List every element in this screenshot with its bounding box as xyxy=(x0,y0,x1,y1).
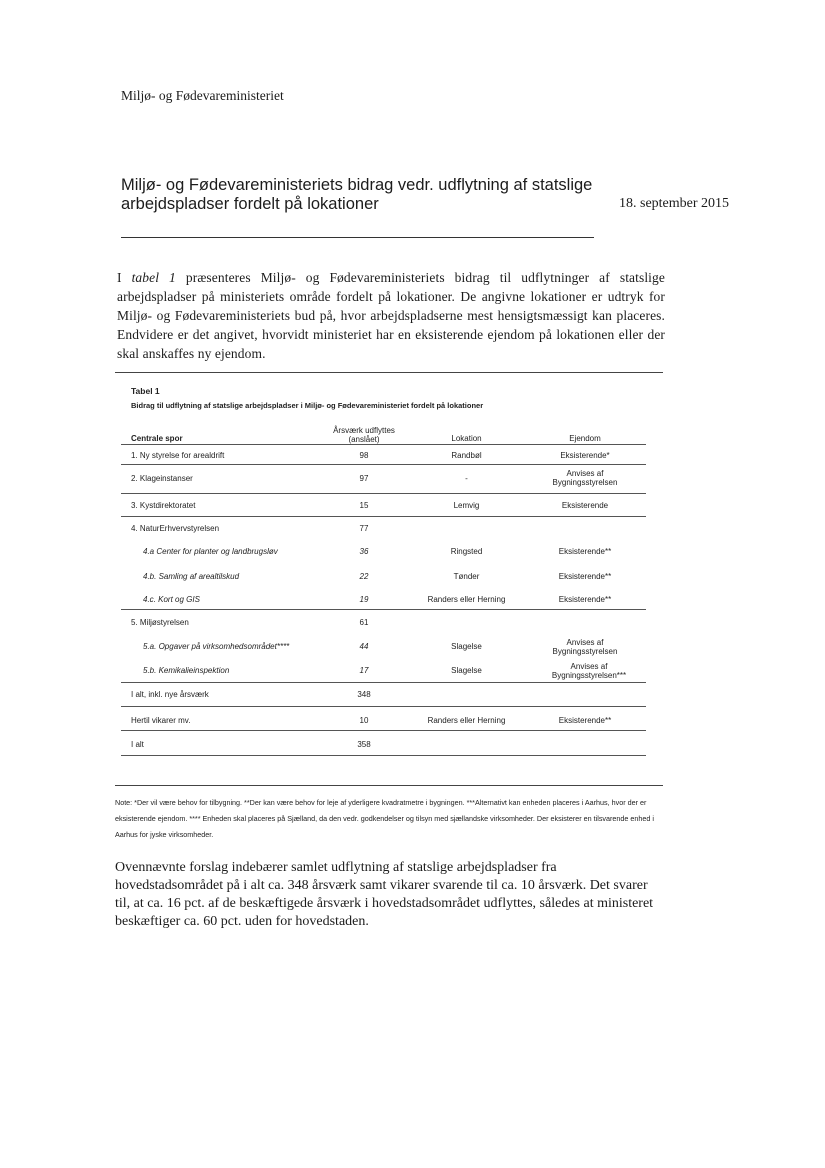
cell-ejendom: Anvises af Bygningsstyrelsen*** xyxy=(551,662,627,680)
cell-aarsvaerk: 348 xyxy=(357,690,371,699)
conclusion-paragraph: Ovennævnte forslag indebærer samlet udflytning af statslige arbejdspladser fra hovedstadsområdet på i alt ca. 348 årsværk samt vikarer svarende til ca. 10 årsværk. Det svarer til, at ca. 16 pct. af de beskæftigede årsværk i hovedstadsområdet udflyttes, således at ministeret beskæftiger ca. 60 pct. uden for hovedstaden. xyxy=(115,860,654,929)
row-rule xyxy=(121,706,646,707)
row-rule xyxy=(121,730,646,731)
ministry-name: Miljø- og Fødevareministeriet xyxy=(121,88,284,103)
cell-lokation: - xyxy=(465,474,468,483)
cell-lokation: Tønder xyxy=(453,572,480,581)
cell-lokation: Lemvig xyxy=(453,501,480,510)
cell-lokation: Randbøl xyxy=(451,451,482,460)
cell-aarsvaerk: 358 xyxy=(357,740,371,749)
cell-spor: 5.b. Kemikalieinspektion xyxy=(143,666,230,675)
cell-aarsvaerk: 77 xyxy=(359,524,369,533)
cell-lokation: Ringsted xyxy=(450,547,483,556)
cell-spor: 5. Miljøstyrelsen xyxy=(131,618,189,627)
cell-ejendom: Eksisterende xyxy=(561,501,609,510)
row-rule xyxy=(121,682,646,683)
col-header-lokation: Lokation xyxy=(451,434,482,443)
row-rule xyxy=(121,464,646,465)
cell-aarsvaerk: 10 xyxy=(359,716,369,725)
row-rule xyxy=(121,516,646,517)
table-label: Tabel 1 xyxy=(131,386,160,396)
title-divider xyxy=(121,237,594,238)
row-rule xyxy=(121,493,646,494)
cell-lokation: Slagelse xyxy=(451,642,482,651)
cell-aarsvaerk: 97 xyxy=(359,474,369,483)
cell-spor: I alt, inkl. nye årsværk xyxy=(131,690,209,699)
intro-text: præsenteres Miljø- og Fødevareministeriets bidrag til udflytninger af statslige arbejdspladser på ministeriets område fordelt på lokationer. De angivne lokationer er udtryk for Miljø- og Fødevareministeriets bud på, hvor arbejdspladserne mest hensigtsmæssigt kan placeres. Endvidere er det angivet, hvorvidt ministeriet har en eksisterende ejendom på lokationen eller der skal anskaffes ny ejendom. xyxy=(117,270,665,361)
col-header-aarsvaerk: Årsværk udflyttes (anslået) xyxy=(333,426,395,444)
cell-spor: 4.c. Kort og GIS xyxy=(143,595,200,604)
cell-spor: 4. NaturErhvervstyrelsen xyxy=(131,524,220,533)
cell-aarsvaerk: 98 xyxy=(359,451,369,460)
col-header-spor: Centrale spor xyxy=(131,434,183,443)
cell-aarsvaerk: 44 xyxy=(359,642,369,651)
section-divider-bottom xyxy=(115,785,663,786)
cell-spor: 3. Kystdirektoratet xyxy=(131,501,196,510)
row-rule xyxy=(121,609,646,610)
cell-ejendom: Anvises af Bygningsstyrelsen xyxy=(552,638,618,656)
cell-lokation: Slagelse xyxy=(451,666,482,675)
cell-aarsvaerk: 22 xyxy=(359,572,369,581)
cell-ejendom: Eksisterende** xyxy=(558,595,612,604)
col-header-ejendom: Ejendom xyxy=(569,434,601,443)
cell-spor: I alt xyxy=(131,740,144,749)
cell-ejendom: Eksisterende** xyxy=(558,547,612,556)
cell-spor: 2. Klageinstanser xyxy=(131,474,193,483)
cell-aarsvaerk: 19 xyxy=(359,595,369,604)
row-rule xyxy=(121,755,646,756)
cell-lokation: Randers eller Herning xyxy=(427,595,506,604)
table-reference: tabel 1 xyxy=(131,270,176,285)
cell-spor: 1. Ny styrelse for arealdrift xyxy=(131,451,225,460)
document-title: Miljø- og Fødevareministeriets bidrag vedr. udflytning af statslige arbejdspladser fordelt på lokationer xyxy=(121,176,593,213)
intro-prefix: I xyxy=(117,270,132,285)
cell-lokation: Randers eller Herning xyxy=(427,716,506,725)
cell-aarsvaerk: 36 xyxy=(359,547,369,556)
cell-spor: Hertil vikarer mv. xyxy=(131,716,191,725)
cell-ejendom: Eksisterende** xyxy=(558,572,612,581)
cell-aarsvaerk: 61 xyxy=(359,618,369,627)
cell-ejendom: Eksisterende** xyxy=(558,716,612,725)
header-rule xyxy=(121,444,646,445)
cell-aarsvaerk: 17 xyxy=(359,666,369,675)
cell-ejendom: Anvises af Bygningsstyrelsen xyxy=(552,469,618,487)
table-caption: Bidrag til udflytning af statslige arbejdspladser i Miljø- og Fødevareministeriet fordelt på lokationer xyxy=(131,401,484,410)
intro-paragraph xyxy=(117,268,665,363)
cell-spor: 5.a. Opgaver på virksomhedsområdet**** xyxy=(143,642,290,651)
cell-aarsvaerk: 15 xyxy=(359,501,369,510)
cell-spor: 4.b. Samling af arealtilskud xyxy=(143,572,240,581)
document-date: 18. september 2015 xyxy=(619,196,730,211)
section-divider-top xyxy=(115,372,663,373)
cell-ejendom: Eksisterende* xyxy=(560,451,610,460)
cell-spor: 4.a Center for planter og landbrugsløv xyxy=(143,547,278,556)
table-notes: Note: *Der vil være behov for tilbygning. **Der kan være behov for leje af yderligere kvadratmetre i bygningen. ***Alternativt kan enheden placeres i Aarhus, hvor der er eksisterende ejendom. **** Enheden skal placeres på Sjælland, da den vedr. godkendelser og tilsyn med sjællandske virksomheder. Der eksisterer en tilsvarende enhed i Aarhus for jyske virksomheder. xyxy=(115,798,654,839)
